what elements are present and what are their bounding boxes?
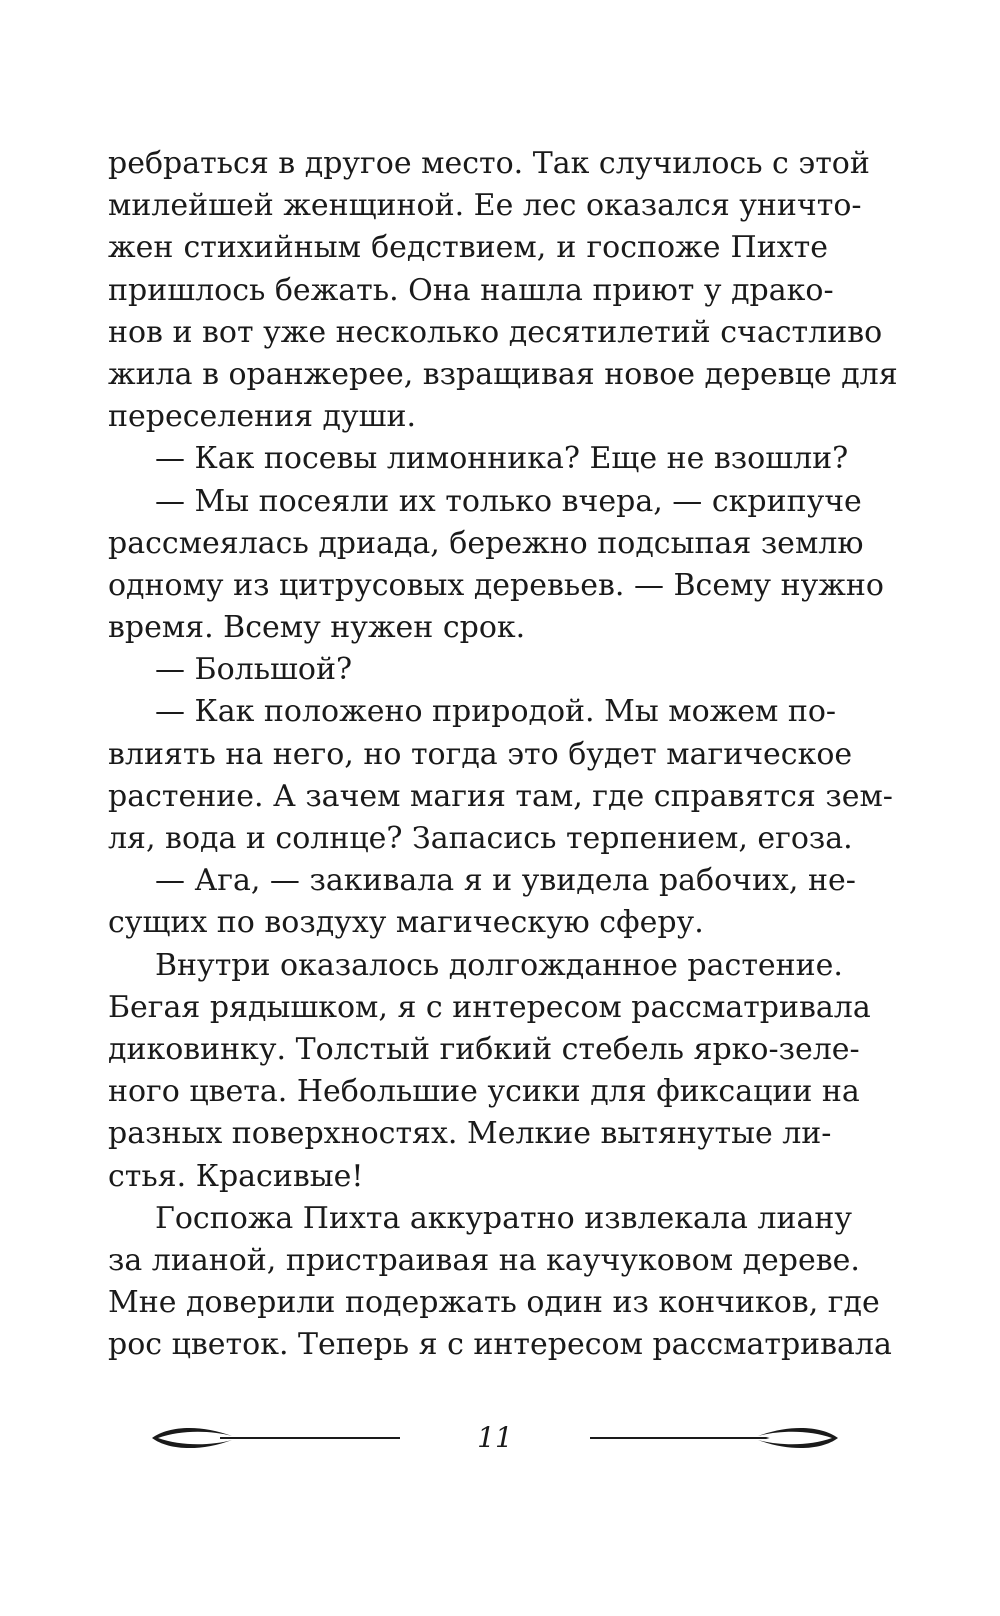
text-line: переселения души. [108, 399, 417, 435]
text-line: милейшей женщиной. Ее лес оказался уничто- [108, 188, 862, 224]
text-line: одному из цитрусовых деревьев. — Всему нужно [108, 567, 884, 603]
dialogue-line: — Большой? [155, 652, 353, 688]
text-line: диковинку. Толстый гибкий стебель ярко-зеле- [108, 1031, 860, 1067]
text-line: рос цветок. Теперь я с интересом рассматривала [108, 1327, 892, 1363]
text-line: жила в оранжерее, взращивая новое деревце для [108, 356, 898, 392]
left-leaf-ornament-icon [150, 1420, 400, 1456]
text-line: ного цвета. Небольшие усики для фиксации на [108, 1074, 860, 1110]
text-line: растение. А зачем магия там, где справятся зем- [108, 778, 893, 814]
dialogue-line: — Мы посеяли их только вчера, — скрипуче [155, 483, 862, 519]
text-line: за лианой, пристраивая на каучуковом дереве. [108, 1242, 860, 1278]
dialogue-line: — Как посевы лимонника? Еще не взошли? [155, 441, 849, 477]
page-number: 11 [477, 1421, 513, 1454]
text-line: Мне доверили подержать один из кончиков, где [108, 1285, 880, 1321]
text-line: нов и вот уже несколько десятилетий счастливо [108, 314, 883, 350]
text-line: Бегая рядышком, я с интересом рассматривала [108, 989, 871, 1025]
paragraph-first-line: Госпожа Пихта аккуратно извлекала лиану [155, 1200, 852, 1236]
text-line: влиять на него, но тогда это будет магическое [108, 736, 853, 772]
dialogue-line: — Ага, — закивала я и увидела рабочих, не- [155, 863, 856, 899]
dialogue-line: — Как положено природой. Мы можем по- [155, 694, 837, 730]
text-line: ля, вода и солнце? Запасись терпением, егоза. [108, 821, 853, 856]
text-line: жен стихийным бедствием, и госпоже Пихте [108, 230, 828, 266]
text-line: рассмеялась дриада, бережно подсыпая землю [108, 525, 864, 561]
page-footer [150, 1420, 840, 1460]
text-line: время. Всему нужен срок. [108, 610, 526, 646]
text-line: пришлось бежать. Она нашла приют у драко- [108, 272, 834, 308]
text-line: сущих по воздуху магическую сферу. [108, 905, 704, 941]
body-text [108, 143, 898, 1366]
text-line: разных поверхностях. Мелкие вытянутые ли- [108, 1116, 832, 1152]
text-line: стья. Красивые! [108, 1158, 364, 1194]
right-leaf-ornament-icon [590, 1420, 840, 1456]
text-line: ребраться в другое место. Так случилось с этой [108, 146, 870, 181]
paragraph-first-line: Внутри оказалось долгожданное растение. [155, 947, 843, 983]
